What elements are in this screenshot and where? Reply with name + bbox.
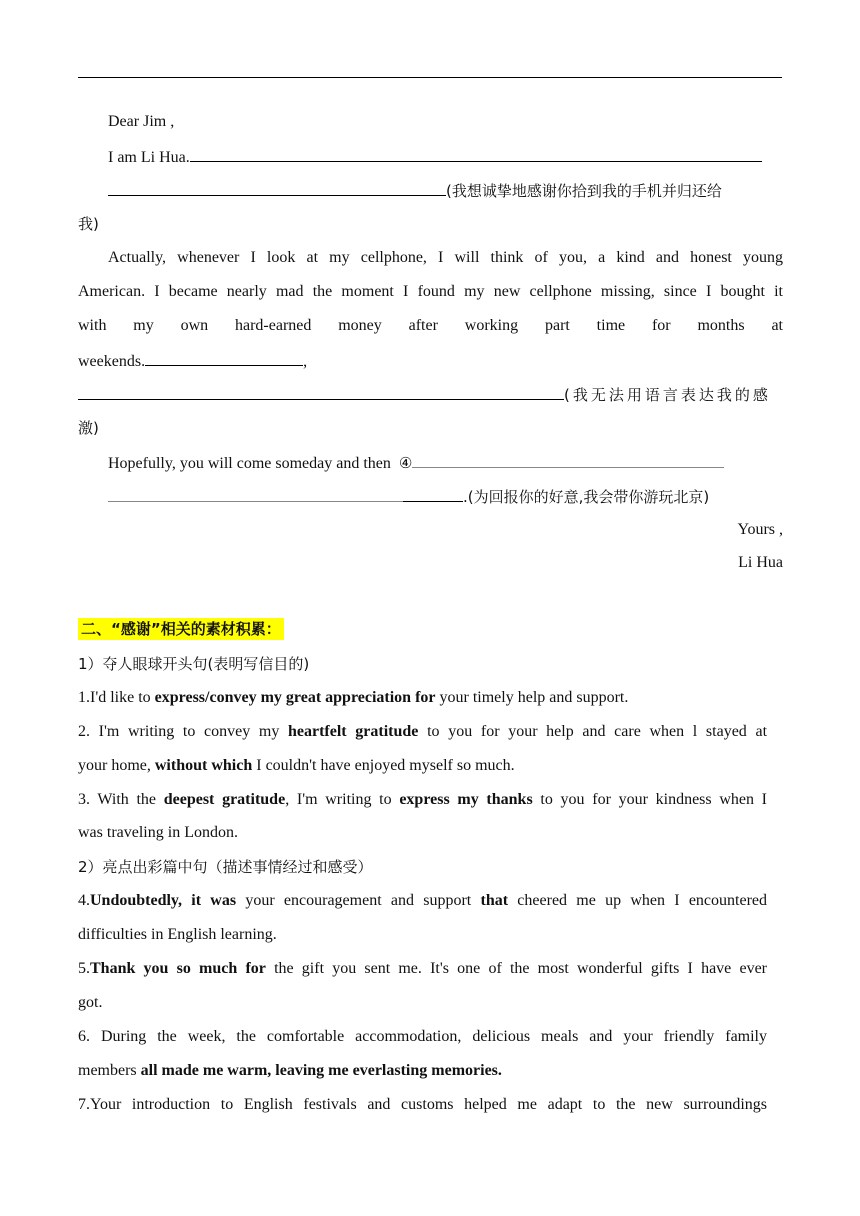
para-line-1: Actually, whenever I look at my cellphone, I will think of you, a kind and honest young: [108, 249, 783, 266]
item-6-bold: all made me warm, leaving me everlasting memories.: [140, 1062, 502, 1079]
item-5-line-1: [78, 959, 767, 979]
item-4-c: your encouragement and support: [236, 892, 481, 909]
blank-line-2[interactable]: [108, 180, 446, 196]
subheading-2: 2）亮点出彩篇中句（描述事情经过和感受）: [78, 858, 373, 876]
blank-line-5[interactable]: [412, 452, 724, 468]
para-line-4: [78, 350, 307, 372]
intro-text: I am Li Hua.: [108, 149, 190, 166]
item-1-a: 1.I'd like to: [78, 689, 155, 706]
hint3-line: [108, 486, 709, 508]
item-5-bold: Thank you so much for: [90, 960, 266, 977]
item-3-a: 3. With the: [78, 791, 164, 808]
hint1-line: [108, 180, 722, 202]
salutation: Dear Jim ,: [108, 113, 175, 130]
closing: Yours ,: [737, 521, 783, 538]
item-4-line-2: difficulties in English learning.: [78, 926, 277, 943]
subheading-1: 1）夺人眼球开头句(表明写信目的): [78, 655, 310, 673]
blank-line-3[interactable]: [145, 350, 303, 366]
signature: Li Hua: [738, 554, 783, 571]
item-2-line-2: [78, 756, 515, 776]
hint1-text: (我想诚挚地感谢你拾到我的手机并归还给: [446, 182, 722, 200]
item-5-line-2: got.: [78, 994, 103, 1011]
item-5-c: the gift you sent me. It's one of the most wonderful gifts I have ever: [265, 960, 767, 977]
item-5-a: 5.: [78, 960, 90, 977]
hint2-text: (我无法用语言表达我的感: [564, 386, 771, 404]
comma: ,: [303, 353, 308, 370]
blank-line-7[interactable]: [403, 486, 463, 502]
item-2-d: your home,: [78, 757, 155, 774]
blank-line-4[interactable]: [78, 384, 564, 400]
item-4-bold-2: that: [480, 892, 509, 909]
hint1-end: 我): [78, 215, 99, 233]
item-3-bold: deepest gratitude: [163, 791, 286, 808]
letter-intro-line: [108, 146, 762, 168]
circled-number-4: ④: [398, 454, 413, 472]
hope-text: Hopefully, you will come someday and then: [108, 455, 391, 472]
item-2-line-1: [78, 722, 767, 742]
hint2-line: [78, 384, 771, 406]
item-4-line-1: [78, 891, 767, 911]
item-6-line-2: [78, 1061, 502, 1081]
item-7-line-1: 7.Your introduction to English festivals and customs helped me adapt to the new surroundings: [78, 1096, 767, 1113]
item-1: [78, 688, 628, 708]
item-1-bold: express/convey my great appreciation for: [154, 689, 436, 706]
item-3-bold-2: express my thanks: [399, 791, 533, 808]
item-3-line-1: [78, 790, 767, 810]
hint2-end: 激): [78, 419, 99, 437]
item-3-e: to you for your kindness when I: [532, 791, 768, 808]
item-4-e: cheered me up when I encountered: [508, 892, 768, 909]
top-rule: [78, 77, 782, 78]
item-1-c: your timely help and support.: [435, 689, 629, 706]
item-3-c: , I'm writing to: [285, 791, 400, 808]
item-6-line-1: 6. During the week, the comfortable accommodation, delicious meals and your friendly family: [78, 1028, 767, 1045]
item-2-e: I couldn't have enjoyed myself so much.: [252, 757, 515, 774]
section-heading-text: 二、“感谢”相关的素材积累：: [78, 618, 284, 640]
item-2-a: 2. I'm writing to convey my: [78, 723, 288, 740]
item-3-line-2: was traveling in London.: [78, 824, 238, 841]
blank-line-1[interactable]: [190, 146, 762, 162]
item-6-a: members: [78, 1062, 141, 1079]
item-4-a: 4.: [78, 892, 90, 909]
hope-line: [108, 452, 724, 474]
item-2-bold-2: without which: [154, 757, 253, 774]
para-line-2: American. I became nearly mad the moment I found my new cellphone missing, since I bought it: [78, 283, 783, 300]
para-line-4-text: weekends.: [78, 353, 146, 370]
blank-line-6[interactable]: [108, 486, 403, 502]
item-4-bold: Undoubtedly, it was: [90, 892, 237, 909]
hint3-text: .(为回报你的好意,我会带你游玩北京): [463, 488, 710, 506]
section-heading: [78, 619, 284, 639]
para-line-3: with my own hard-earned money after working part time for months at: [78, 317, 783, 334]
item-2-c: to you for your help and care when l stayed at: [418, 723, 768, 740]
item-2-bold: heartfelt gratitude: [288, 723, 419, 740]
